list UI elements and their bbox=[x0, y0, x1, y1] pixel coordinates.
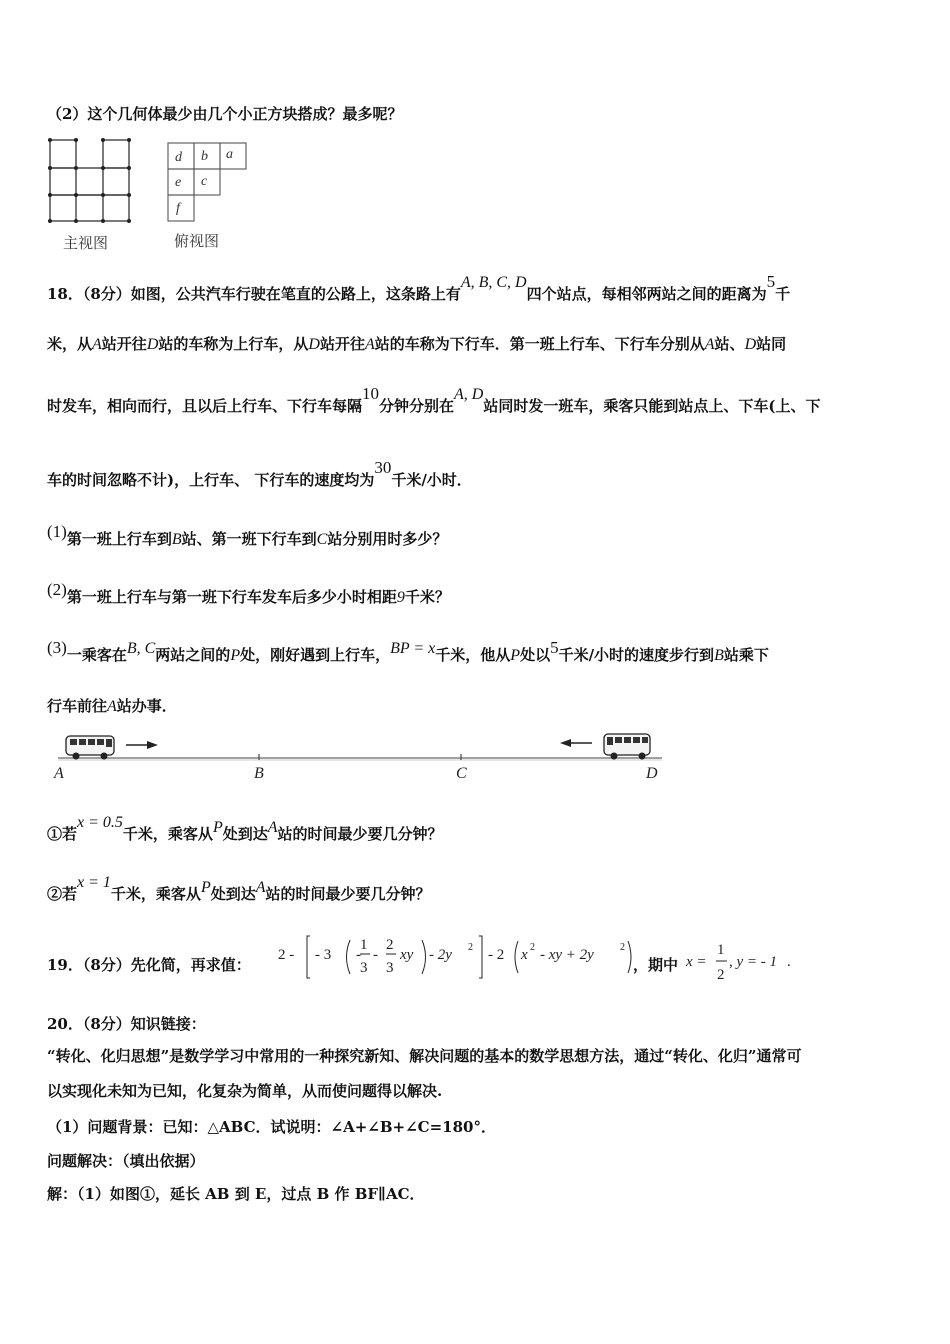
top-view-label-e: e bbox=[175, 175, 182, 190]
svg-text:1: 1 bbox=[360, 937, 368, 953]
svg-text:-: - bbox=[373, 947, 378, 963]
q19-condition bbox=[683, 934, 803, 986]
svg-text:x =: x = bbox=[686, 954, 707, 970]
svg-text:, y = - 1: , y = - 1 bbox=[729, 954, 778, 970]
q20-para4: 问题解决：（填出依据） bbox=[47, 1152, 205, 1170]
station-label-d: D bbox=[646, 765, 658, 782]
q18-part2: (2)第一班上行车与第一班下行车发车后多少小时相距9千米？ bbox=[47, 580, 450, 606]
q17-part2-text: （2）这个几何体最少由几个小正方块搭成？最多呢？ bbox=[47, 105, 403, 123]
q19-text: 19．（8分）先化简，再求值： bbox=[47, 956, 251, 974]
q18-part1: (1)第一班上行车到B站、第一班下行车到C站分别用时多少？ bbox=[47, 522, 448, 548]
q18-line4: 车的时间忽略不计)，上行车、 下行车的速度均为30千米/小时． bbox=[47, 458, 472, 489]
svg-text:- 2y: - 2y bbox=[429, 947, 452, 963]
bus-left-icon bbox=[66, 736, 114, 760]
svg-text:2 -: 2 - bbox=[278, 947, 295, 963]
q18-line3: 时发车，相向而行，且以后上行车、下行车每隔10分钟分别在A, D站同时发一班车，乘客只能到站点上、下车(上、下 bbox=[47, 384, 821, 415]
svg-text:xy: xy bbox=[400, 947, 414, 963]
svg-text:-: - bbox=[356, 947, 361, 963]
main-view-figure bbox=[45, 136, 140, 256]
top-view-label-a: a bbox=[226, 147, 233, 162]
q19-condition-label: ，期中 bbox=[633, 956, 679, 974]
svg-text:1: 1 bbox=[717, 942, 725, 958]
top-view-label-d: d bbox=[175, 150, 182, 165]
station-label-b: B bbox=[254, 765, 264, 782]
svg-text:3: 3 bbox=[360, 960, 368, 976]
svg-text:2: 2 bbox=[468, 942, 473, 953]
q20-para5: 解：（1）如图①，延长 AB 到 E，过点 B 作 BF∥AC． bbox=[47, 1185, 425, 1203]
q20-para3: （1）问题背景：已知：△ABC．试说明：∠A+∠B+∠C=180°． bbox=[47, 1118, 496, 1136]
svg-text:2: 2 bbox=[386, 937, 394, 953]
q18-line1: 18．（8分）如图，公共汽车行驶在笔直的公路上，这条路上有A, B, C, D四个站点，每相邻两站之间的距离为5千 bbox=[47, 272, 791, 303]
svg-text:.: . bbox=[787, 954, 791, 970]
q20-para2: 以实现化未知为已知，化复杂为简单，从而使问题得以解决. bbox=[47, 1082, 443, 1100]
q20-title: 20．（8分）知识链接： bbox=[47, 1015, 206, 1033]
svg-text:- 2: - 2 bbox=[488, 947, 505, 963]
bus-right-icon bbox=[604, 734, 650, 760]
top-view-label-f: f bbox=[176, 201, 180, 216]
station-label-c: C bbox=[456, 765, 467, 782]
top-view-caption: 俯视图 bbox=[174, 232, 220, 250]
svg-text:x: x bbox=[521, 947, 528, 963]
road-diagram bbox=[50, 724, 670, 786]
svg-text:2: 2 bbox=[717, 967, 725, 983]
top-view-figure bbox=[163, 138, 258, 256]
q18-line2: 米，从A站开往D站的车称为上行车，从D站开往A站的车称为下行车．第一班上行车、下行车分别从A站、D站同 bbox=[47, 335, 787, 353]
q18-sub2: ②若x = 1千米，乘客从P处到达A站的时间最少要几分钟？ bbox=[47, 874, 431, 903]
svg-text:- 3: - 3 bbox=[315, 947, 332, 963]
svg-text:2: 2 bbox=[530, 942, 535, 953]
top-view-label-b: b bbox=[201, 149, 208, 164]
svg-text:2: 2 bbox=[620, 942, 625, 953]
station-label-a: A bbox=[54, 765, 64, 782]
q18-part3-cont: 行车前往A站办事． bbox=[47, 697, 177, 715]
arrow-left-icon bbox=[560, 739, 592, 747]
q18-part3: (3)一乘客在B, C两站之间的P处，刚好遇到上行车，BP = x千米，他从P处以5千米/小时的速度步行到B站乘下 bbox=[47, 638, 769, 664]
svg-text:- xy + 2y: - xy + 2y bbox=[540, 947, 594, 963]
top-view-label-c: c bbox=[201, 174, 208, 189]
arrow-right-icon bbox=[126, 741, 158, 749]
q20-para1: “转化、化归思想”是数学学习中常用的一种探究新知、解决问题的基本的数学思想方法，通过“转化、化归”通常可 bbox=[47, 1047, 802, 1065]
svg-text:3: 3 bbox=[386, 960, 394, 976]
q18-sub1: ①若x = 0.5千米，乘客从P处到达A站的时间最少要几分钟？ bbox=[47, 814, 443, 843]
main-view-caption: 主视图 bbox=[63, 234, 109, 252]
